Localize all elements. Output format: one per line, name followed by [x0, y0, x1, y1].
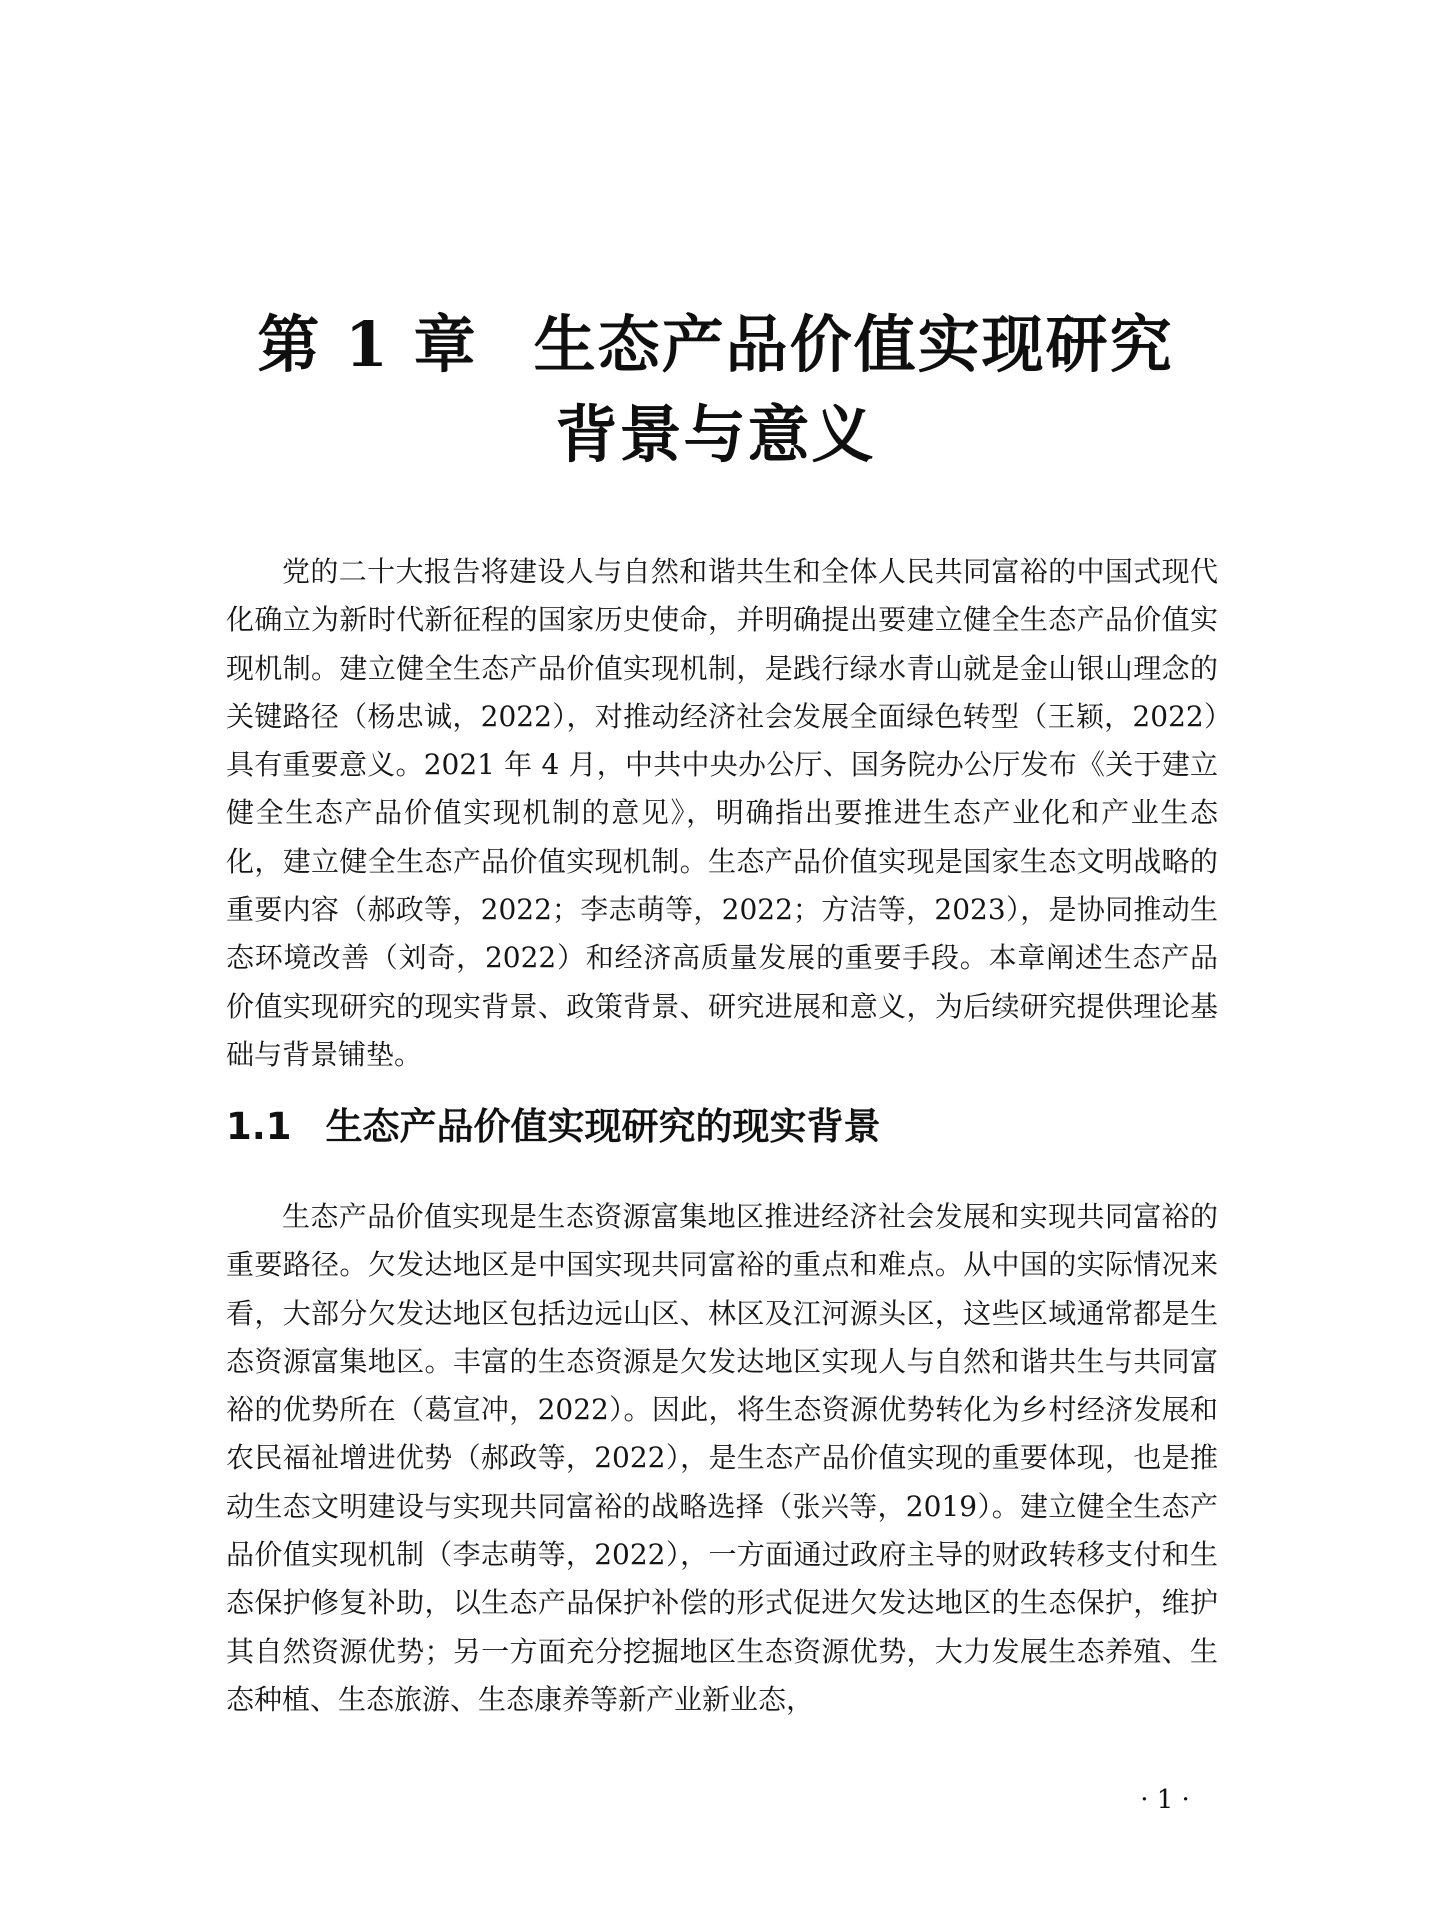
- chapter-title-text-1: 生态产品价值实现研究: [533, 308, 1174, 381]
- section-title: 生态产品价值实现研究的现实背景: [325, 1105, 881, 1148]
- chapter-title-line-2: 背景与意义: [555, 398, 876, 471]
- section-number: 1.1: [226, 1105, 292, 1148]
- chapter-number: 第 1 章: [257, 308, 478, 381]
- chapter-title-line-1: [0, 300, 1431, 390]
- section-heading: [226, 1102, 1218, 1152]
- chapter-title: [0, 300, 1431, 480]
- section-paragraph: 生态产品价值实现是生态资源富集地区推进经济社会发展和实现共同富裕的重要路径。欠发达地区是中国实现共同富裕的重点和难点。从中国的实际情况来看，大部分欠发达地区包括边远山区、林区及江河源头区，这些区域通常都是生态资源富集地区。丰富的生态资源是欠发达地区实现人与自然和谐共生与共同富裕的优势所在（葛宣冲，2022）。因此，将生态资源优势转化为乡村经济发展和农民福祉增进优势（郝政等，2022），是生态产品价值实现的重要体现，也是推动生态文明建设与实现共同富裕的战略选择（张兴等，2019）。建立健全生态产品价值实现机制（李志萌等，2022），一方面通过政府主导的财政转移支付和生态保护修复补助，以生态产品保护补偿的形式促进欠发达地区的生态保护，维护其自然资源优势；另一方面充分挖掘地区生态资源优势，大力发展生态养殖、生态种植、生态旅游、生态康养等新产业新业态，: [226, 1200, 1218, 1716]
- intro-paragraph: 党的二十大报告将建设人与自然和谐共生和全体人民共同富裕的中国式现代化确立为新时代新征程的国家历史使命，并明确提出要建立健全生态产品价值实现机制。建立健全生态产品价值实现机制，是践行绿水青山就是金山银山理念的关键路径（杨忠诚，2022），对推动经济社会发展全面绿色转型（王颖，2022）具有重要意义。2021 年 4 月，中共中央办公厅、国务院办公厅发布《关于建立健全生态产品价值实现机制的意见》，明确指出要推进生态产业化和产业生态化，建立健全生态产品价值实现机制。生态产品价值实现是国家生态文明战略的重要内容（郝政等，2022；李志萌等，2022；方洁等，2023），是协同推动生态环境改善（刘奇，2022）和经济高质量发展的重要手段。本章阐述生态产品价值实现研究的现实背景、政策背景、研究进展和意义，为后续研究提供理论基础与背景铺垫。: [226, 555, 1218, 1071]
- page-number: · 1 ·: [1140, 1785, 1190, 1815]
